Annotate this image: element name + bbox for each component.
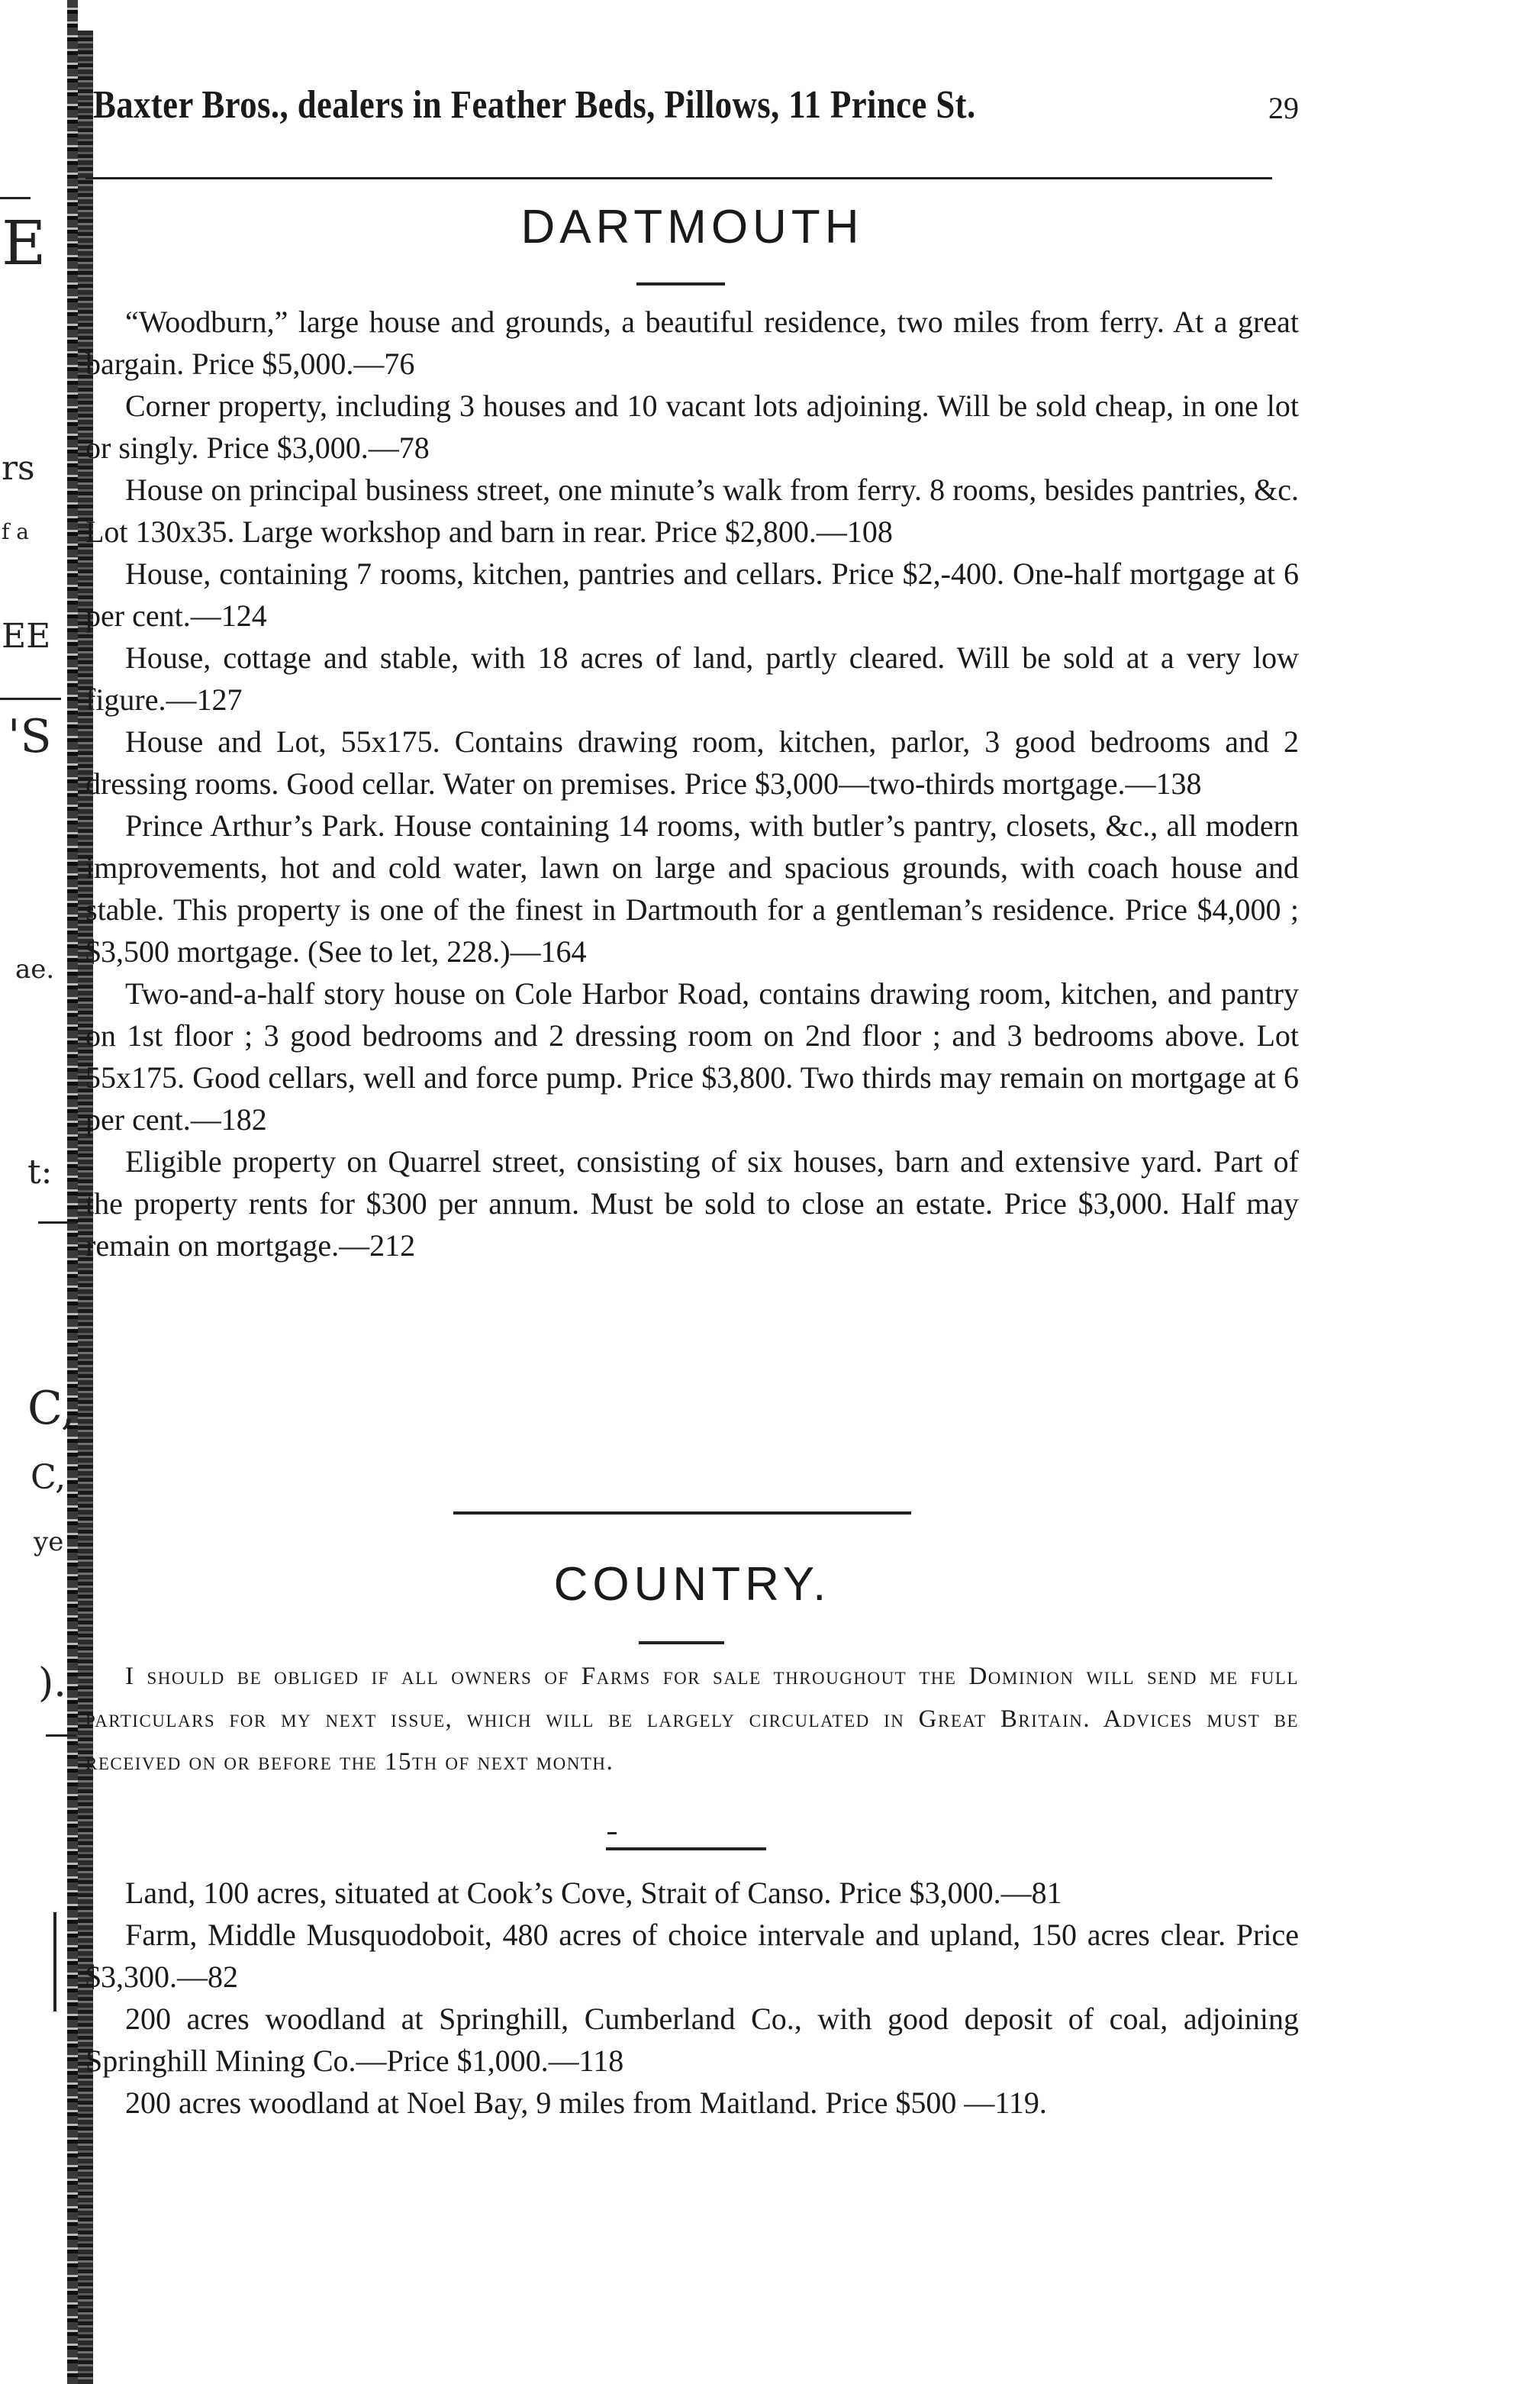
- section-title-country: COUNTRY.: [553, 1558, 831, 1611]
- listing-entry: Prince Arthur’s Park. House containing 14 rooms, with butler’s pantry, closets, &c., all modern improvements, hot and cold water, lawn on large and spacious grounds, with coach house and stable. This property is one of the finest in Dartmouth for a gentleman’s residence. Price $4,000 ; $3,500 mortgage. (See to let, 228.)—164: [85, 808, 1299, 969]
- margin-rule: [53, 1912, 56, 2011]
- margin-fragment: ).: [38, 1660, 66, 1706]
- margin-fragment: ae.: [15, 954, 55, 985]
- margin-fragment: E: [2, 208, 47, 279]
- margin-rule: [0, 698, 61, 700]
- listing-entry: House and Lot, 55x175. Contains drawing room, kitchen, parlor, 3 good bedrooms and 2 dressing rooms. Good cellar. Water on premises. Price $3,000—two-thirds mortgage.—138: [85, 724, 1299, 801]
- margin-fragment: C,: [27, 1382, 76, 1435]
- binding-strip: [67, 0, 78, 2384]
- listing-entry: House, containing 7 rooms, kitchen, pantries and cellars. Price $2,-400. One-half mortgage at 6 per cent.—124: [85, 556, 1299, 633]
- section-title-dartmouth: DARTMOUTH: [520, 201, 864, 253]
- title-underline: [639, 1641, 724, 1644]
- listing-entry: 200 acres woodland at Noel Bay, 9 miles from Maitland. Price $500 —119.: [125, 2086, 1047, 2120]
- margin-fragment: C,: [31, 1458, 66, 1497]
- margin-fragment: t:: [27, 1153, 53, 1192]
- margin-fragment: EE: [2, 617, 51, 656]
- owners-notice: [85, 1655, 1299, 1783]
- head-rule: [85, 177, 1272, 179]
- dartmouth-listings: [85, 301, 1299, 1266]
- listing-entry: 200 acres woodland at Springhill, Cumberland Co., with good deposit of coal, adjoining Springhill Mining Co.—Price $1,000.—118: [85, 2002, 1299, 2078]
- listing-entry: Land, 100 acres, situated at Cook’s Cove, Strait of Canso. Price $3,000.—81: [125, 1876, 1062, 1910]
- margin-fragment: ye: [34, 1527, 64, 1557]
- page: [85, 0, 1299, 2384]
- country-listings: [85, 1872, 1299, 2124]
- section-divider: [453, 1511, 911, 1515]
- running-title: Baxter Bros., dealers in Feather Beds, Pillows, 11 Prince St.: [93, 83, 976, 127]
- margin-rule: [46, 1734, 76, 1737]
- margin-fragment: f a: [2, 519, 29, 544]
- listing-entry: Eligible property on Quarrel street, consisting of six houses, barn and extensive yard. Part of the property rents for $300 per annum. Must be sold to close an estate. Price $3,000. Half may remain on mortgage.—212: [85, 1144, 1299, 1263]
- running-head: [85, 76, 1299, 137]
- dash-mark: [607, 1832, 617, 1834]
- listing-entry: House, cottage and stable, with 18 acres of land, partly cleared. Will be sold at a very low figure.—127: [85, 640, 1299, 717]
- page-number: 29: [1268, 91, 1299, 125]
- title-underline: [636, 282, 725, 285]
- listing-entry: Two-and-a-half story house on Cole Harbor Road, contains drawing room, kitchen, and pantry on 1st floor ; 3 good bedrooms and 2 dressing room on 2nd floor ; and 3 bedrooms above. Lot 55x175. Good cellars, well and force pump. Price $3,800. Two thirds may remain on mortgage at 6 per cent.—182: [85, 976, 1299, 1137]
- notice-rule: [606, 1847, 766, 1850]
- margin-rule: [38, 1221, 76, 1224]
- listing-entry: “Woodburn,” large house and grounds, a beautiful residence, two miles from ferry. At a great bargain. Price $5,000.—76: [85, 305, 1299, 381]
- listing-entry: Corner property, including 3 houses and 10 vacant lots adjoining. Will be sold cheap, in one lot or singly. Price $3,000.—78: [85, 389, 1299, 465]
- margin-fragment: 'S: [8, 710, 52, 763]
- listing-entry: Farm, Middle Musquodoboit, 480 acres of choice intervale and upland, 150 acres clear. Price $3,300.—82: [85, 1918, 1299, 1994]
- margin-fragment: rs: [2, 449, 35, 488]
- binding-gutter: [0, 0, 98, 2384]
- notice-text: I should be obliged if all owners of Farms for sale throughout the Dominion will send me full particulars for my next issue, which will be largely circulated in Great Britain. Advices must be received on or before the 15th of next month.: [85, 1663, 1299, 1776]
- listing-entry: House on principal business street, one minute’s walk from ferry. 8 rooms, besides pantries, &c. Lot 130x35. Large workshop and barn in rear. Price $2,800.—108: [85, 473, 1299, 549]
- margin-rule: [0, 197, 31, 199]
